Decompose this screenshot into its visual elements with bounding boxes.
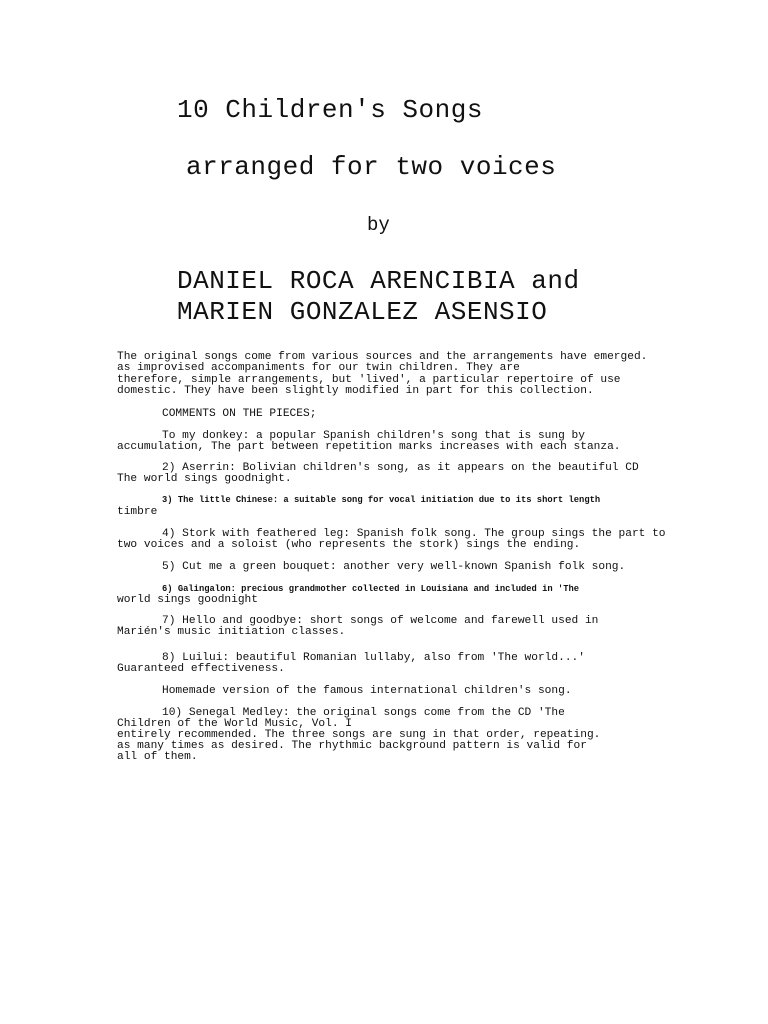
title-line-1: 10 Children's Songs bbox=[177, 95, 483, 125]
piece-10-line-1: 10) Senegal Medley: the original songs come from the CD 'The bbox=[162, 707, 565, 719]
intro-line-3: therefore, simple arrangements, but 'lived', a particular repertoire of use bbox=[117, 374, 621, 386]
piece-10-line-2: Children of the World Music, Vol. I bbox=[117, 718, 352, 730]
piece-10-line-4: as many times as desired. The rhythmic background pattern is valid for bbox=[117, 740, 587, 752]
piece-5-line: 5) Cut me a green bouquet: another very well-known Spanish folk song. bbox=[162, 561, 626, 573]
authors-line-1: DANIEL ROCA ARENCIBIA and bbox=[177, 266, 580, 296]
comments-heading: COMMENTS ON THE PIECES; bbox=[162, 408, 317, 420]
piece-9-line: Homemade version of the famous international children's song. bbox=[162, 685, 572, 697]
intro-line-1: The original songs come from various sources and the arrangements have emerged. bbox=[117, 351, 648, 363]
piece-10-line-3: entirely recommended. The three songs are sung in that order, repeating. bbox=[117, 729, 601, 741]
piece-8-line-2: Guaranteed effectiveness. bbox=[117, 663, 285, 675]
piece-2-line-1: 2) Aserrin: Bolivian children's song, as it appears on the beautiful CD bbox=[162, 462, 639, 474]
title-line-2: arranged for two voices bbox=[186, 152, 557, 182]
piece-7-line-1: 7) Hello and goodbye: short songs of welcome and farewell used in bbox=[162, 615, 599, 627]
piece-3-line-2: timbre bbox=[117, 506, 158, 518]
piece-10-line-5: all of them. bbox=[117, 751, 198, 763]
piece-7-line-2: Marién's music initiation classes. bbox=[117, 626, 346, 638]
piece-1-line-2: accumulation, The part between repetition marks increases with each stanza. bbox=[117, 441, 621, 453]
piece-3-line-1: 3) The little Chinese: a suitable song for vocal initiation due to its short length bbox=[162, 495, 601, 505]
authors-line-2: MARIEN GONZALEZ ASENSIO bbox=[177, 297, 548, 327]
by-line: by bbox=[367, 214, 390, 236]
piece-6-line-1: 6) Galingalon: precious grandmother collected in Louisiana and included in 'The bbox=[162, 584, 580, 594]
piece-4-line-2: two voices and a soloist (who represents the stork) sings the ending. bbox=[117, 539, 581, 551]
piece-2-line-2: The world sings goodnight. bbox=[117, 473, 292, 485]
intro-line-2: as improvised accompaniments for our twin children. They are bbox=[117, 362, 520, 374]
piece-6-line-2: world sings goodnight bbox=[117, 594, 258, 606]
piece-4-line-1: 4) Stork with feathered leg: Spanish folk song. The group sings the part to bbox=[162, 528, 666, 540]
piece-1-line-1: To my donkey: a popular Spanish children's song that is sung by bbox=[162, 430, 585, 442]
intro-line-4: domestic. They have been slightly modified in part for this collection. bbox=[117, 385, 594, 397]
piece-8-line-1: 8) Luilui: beautiful Romanian lullaby, also from 'The world...' bbox=[162, 652, 585, 664]
